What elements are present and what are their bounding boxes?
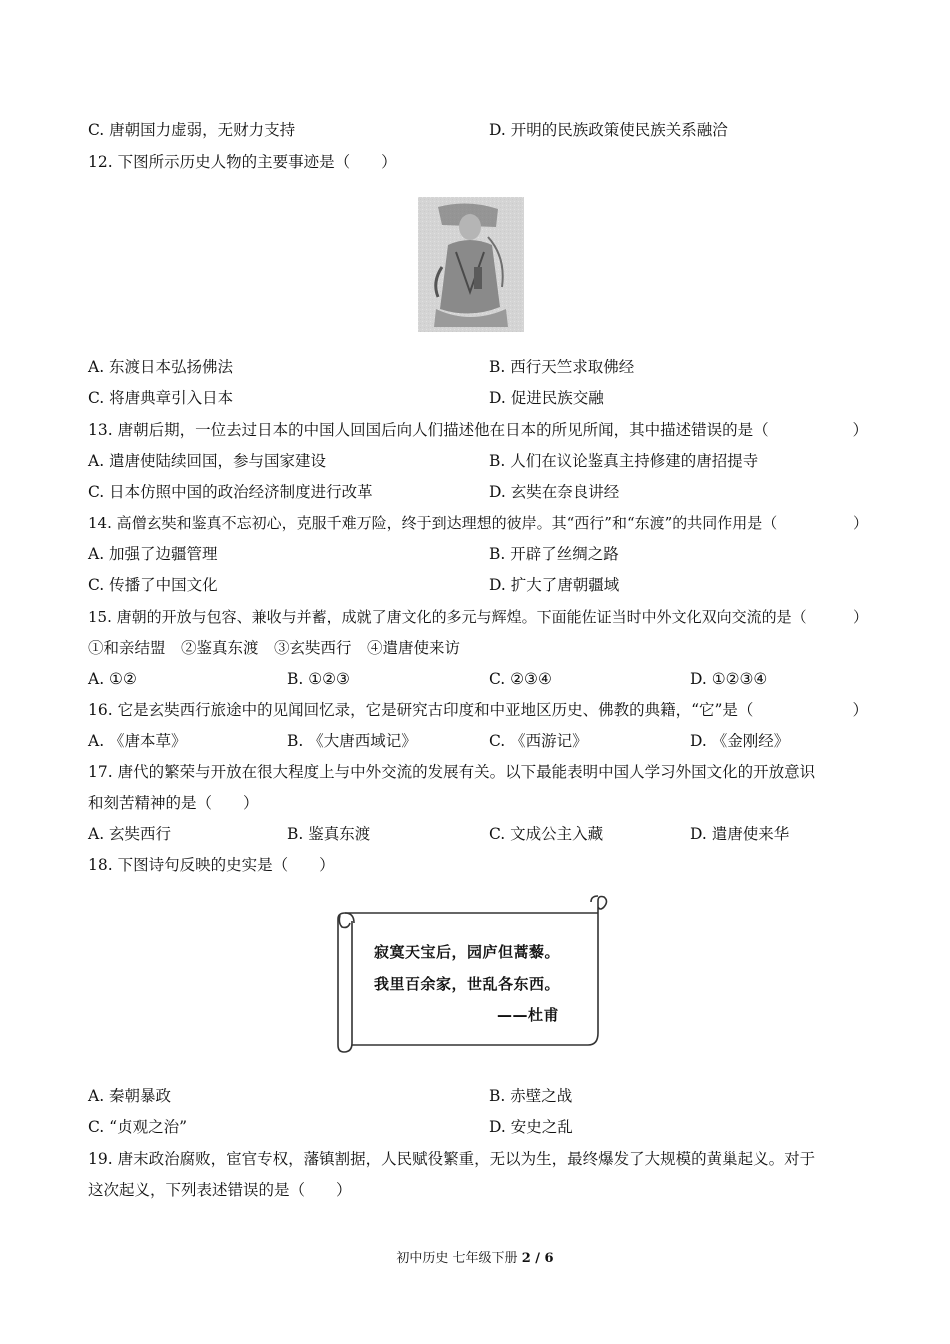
q16-option-b: B. 《大唐西域记》 [287,732,417,750]
q13-option-b: B. 人们在议论鉴真主持修建的唐招提寺 [489,452,759,470]
q16-paren: ） [852,701,868,719]
q15-paren: ） [852,608,868,626]
q14-option-c: C. 传播了中国文化 [88,576,218,594]
q15-stem: 15. 唐朝的开放与包容、兼收与并蓄，成就了唐文化的多元与辉煌。下面能佐证当时中外文化双向交流的是（ [88,608,807,626]
q16-stem-row [88,700,868,720]
q13-stem-row [88,420,868,440]
jianzhen-portrait-image [418,197,524,332]
q19-stem-line1: 19. 唐末政治腐败，宦官专权，藩镇割据，人民赋役繁重，无以为生，最终爆发了大规模的黄巢起义。对于 [88,1150,816,1168]
q13-option-a: A. 遣唐使陆续回国，参与国家建设 [88,452,327,470]
q18-option-c: C. “贞观之治” [88,1118,188,1136]
q12-option-b: B. 西行天竺求取佛经 [489,358,635,376]
q12-stem: 12. 下图所示历史人物的主要事迹是（ ） [88,153,397,171]
q14-option-b: B. 开辟了丝绸之路 [489,545,619,563]
q15-option-d: D. ①②③④ [690,670,768,688]
q18-option-a: A. 秦朝暴政 [88,1087,172,1105]
q17-option-d: D. 遣唐使来华 [690,825,790,843]
q15-items: ①和亲结盟 ②鉴真东渡 ③玄奘西行 ④遣唐使来访 [88,639,461,657]
poem-line-2: 我里百余家，世乱各东西。 [374,975,561,993]
q13-option-d: D. 玄奘在奈良讲经 [489,483,620,501]
q14-stem-row [88,513,868,533]
q19-stem-line2: 这次起义，下列表述错误的是（ ） [88,1181,352,1199]
q18-option-b: B. 赤壁之战 [489,1087,573,1105]
q13-stem: 13. 唐朝后期，一位去过日本的中国人回国后向人们描述他在日本的所见所闻，其中描述错误的是（ [88,421,769,439]
q15-option-b: B. ①②③ [287,670,350,688]
q12-option-c: C. 将唐典章引入日本 [88,389,234,407]
q14-stem: 14. 高僧玄奘和鉴真不忘初心，克服千难万险，终于到达理想的彼岸。其“西行”和“东渡”的共同作用是（ [88,514,778,532]
q16-stem: 16. 它是玄奘西行旅途中的见闻回忆录，它是研究古印度和中亚地区历史、佛教的典籍，“它”是（ [88,701,754,719]
poem-author: ——杜甫 [497,1006,560,1024]
q15-stem-row [88,607,868,627]
q15-option-a: A. ①② [88,670,137,688]
q12-option-a: A. 东渡日本弘扬佛法 [88,358,234,376]
page-number: 2 / 6 [521,1251,554,1266]
q17-stem-line2: 和刻苦精神的是（ ） [88,794,259,812]
monk-portrait-icon [418,197,524,332]
q17-stem-line1: 17. 唐代的繁荣与开放在很大程度上与中外交流的发展有关。以下最能表明中国人学习外国文化的开放意识 [88,763,816,781]
q18-stem: 18. 下图诗句反映的史实是（ ） [88,856,335,874]
q14-option-a: A. 加强了边疆管理 [88,545,218,563]
q15-option-c: C. ②③④ [489,670,552,688]
q17-option-a: A. 玄奘西行 [88,825,172,843]
q17-option-b: B. 鉴真东渡 [287,825,371,843]
footer-text: 初中历史 七年级下册 [396,1251,522,1266]
q14-option-d: D. 扩大了唐朝疆域 [489,576,620,594]
q16-option-a: A. 《唐本草》 [88,732,187,750]
q17-option-c: C. 文成公主入藏 [489,825,604,843]
poem-scroll-figure [336,893,611,1055]
q11-option-d: D. 开明的民族政策使民族关系融洽 [489,121,728,139]
q13-option-c: C. 日本仿照中国的政治经济制度进行改革 [88,483,373,501]
q18-option-d: D. 安史之乱 [489,1118,573,1136]
q12-option-d: D. 促进民族交融 [489,389,604,407]
q16-option-d: D. 《金刚经》 [690,732,790,750]
poem-line-1: 寂寞天宝后，园庐但蒿藜。 [374,943,561,961]
q13-paren: ） [852,421,868,439]
page-footer [0,1247,950,1266]
q16-option-c: C. 《西游记》 [489,732,588,750]
q14-paren: ） [852,514,868,532]
q11-option-c: C. 唐朝国力虚弱，无财力支持 [88,121,296,139]
